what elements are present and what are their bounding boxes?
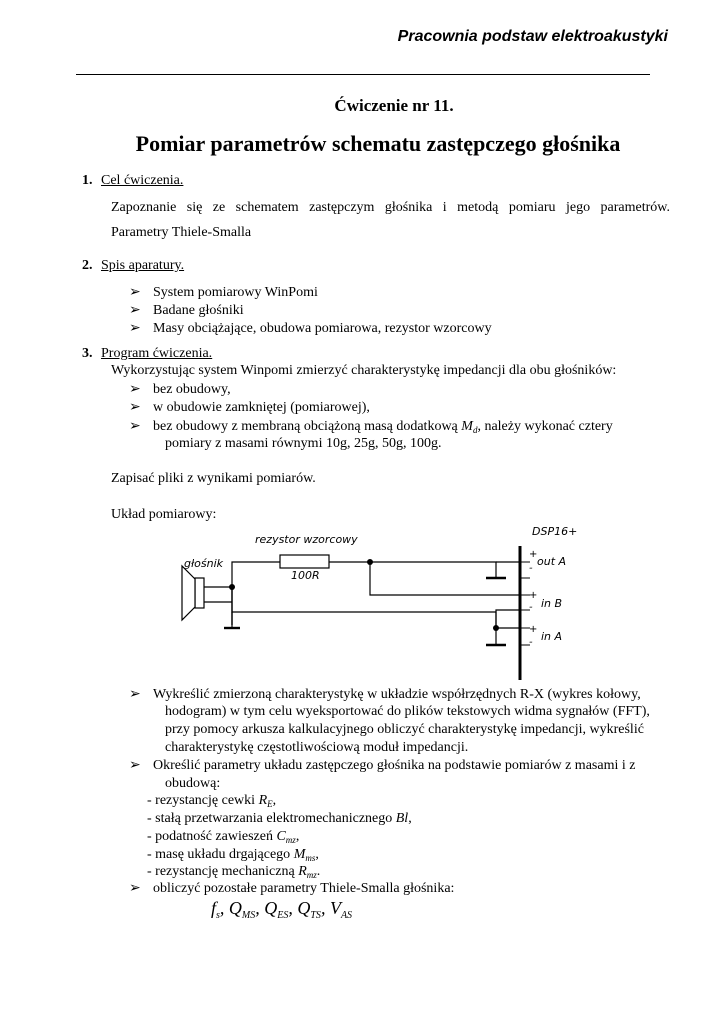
param-item [147, 793, 276, 809]
task-text: Wykreślić zmierzoną charakterystykę w układzie współrzędnych R-X (wykres kołowy, [153, 687, 641, 702]
param-symbol: R [258, 793, 268, 808]
task-text: przy pomocy arkusza kalkulacyjnego obliczyć charakterystykę impedancji, wykreślić [165, 722, 644, 737]
formula-separator: , [288, 898, 298, 918]
junction-dot [493, 625, 499, 631]
param-subscript: mz [285, 835, 296, 845]
task-item [129, 880, 454, 897]
list-item-text: bez obudowy, [153, 382, 231, 397]
param-subscript: E [267, 799, 273, 809]
param-item [147, 864, 320, 880]
resistor-label: rezystor wzorcowy [255, 533, 358, 546]
section1-title: Cel ćwiczenia. [101, 173, 184, 188]
param-end: , [315, 847, 319, 862]
out-a-label: out A [537, 555, 567, 568]
param-end: . [316, 864, 321, 879]
list-item-text: System pomiarowy WinPomi [153, 285, 318, 300]
minus-sign: - [529, 602, 533, 613]
param-text: - rezystancję mechaniczną [147, 864, 299, 879]
arrow-bullet-icon: ➢ [129, 303, 141, 318]
section1-number: 1. [82, 173, 93, 188]
param-item [147, 847, 319, 863]
section3-title: Program ćwiczenia. [101, 346, 213, 361]
arrow-bullet-icon: ➢ [129, 400, 141, 415]
formula-subscript: s [216, 910, 220, 921]
formula-symbol: Q [297, 898, 311, 918]
plus-sign: + [529, 549, 538, 560]
formula-separator: , [219, 898, 229, 918]
task-item [129, 757, 635, 774]
in-a-label: in A [541, 630, 563, 643]
param-item [147, 829, 299, 845]
list-item-text: w obudowie zamkniętej (pomiarowej), [153, 400, 370, 415]
plus-sign: + [529, 590, 538, 601]
header-lab-name: Pracownia podstaw elektroakustyki [397, 28, 668, 45]
param-symbol: R [298, 864, 307, 879]
formula-subscript: MS [241, 910, 256, 921]
plus-sign: + [529, 624, 538, 635]
in-b-label: in B [541, 597, 563, 610]
param-end: , [295, 829, 300, 844]
setup-label: Układ pomiarowy: [111, 507, 217, 522]
list-item-text: , należy wykonać cztery [477, 419, 613, 434]
formula-symbol: f [211, 898, 217, 918]
formula-separator: , [320, 898, 330, 918]
arrow-bullet-icon: ➢ [129, 758, 141, 773]
list-item-continuation: pomiary z masami równymi 10g, 25g, 50g, 100g. [165, 436, 442, 451]
exercise-number: Ćwiczenie nr 11. [334, 96, 454, 115]
formula-symbol: Q [228, 898, 242, 918]
formula-separator: , [255, 898, 265, 918]
speaker-magnet-icon [195, 578, 204, 608]
arrow-bullet-icon: ➢ [129, 881, 141, 896]
section3-intro: Wykorzystując system Winpomi zmierzyć charakterystykę impedancji dla obu głośników: [111, 363, 617, 378]
resistor-value: 100R [291, 569, 320, 582]
save-note: Zapisać pliki z wynikami pomiarów. [111, 471, 316, 486]
junction-dot [229, 584, 235, 590]
task-text: obliczyć pozostałe parametry Thiele-Smalla głośnika: [153, 881, 455, 896]
task-text: charakterystykę częstotliwościową moduł impedancji. [165, 740, 469, 755]
section2-title: Spis aparatury. [101, 258, 185, 273]
formula-symbol: Q [264, 898, 278, 918]
list-item-text: Masy obciążające, obudowa pomiarowa, rezystor wzorcowy [153, 321, 492, 336]
resistor-icon [280, 555, 329, 568]
minus-sign: - [529, 563, 533, 574]
param-symbol: C [276, 829, 286, 844]
param-subscript: mz [306, 870, 317, 880]
param-text: - rezystancję cewki [147, 793, 259, 808]
param-end: , [272, 793, 277, 808]
speaker-cone-icon [182, 566, 195, 620]
device-label: DSP16+ [532, 525, 578, 538]
param-text: - stałą przetwarzania elektromechanicznego [147, 811, 396, 826]
section3-number: 3. [82, 346, 93, 361]
arrow-bullet-icon: ➢ [129, 419, 141, 434]
section1-line2: Parametry Thiele-Smalla [111, 225, 252, 240]
formula-symbol: V [329, 898, 341, 918]
arrow-bullet-icon: ➢ [129, 285, 141, 300]
param-symbol: M [293, 847, 306, 862]
junction-dot [367, 559, 373, 565]
formula-subscript: ES [277, 910, 289, 921]
task-text: hodogram) w tym celu wyeksportować do plików tekstowych widma sygnałów (FFT), [165, 704, 650, 719]
section1-line1: Zapoznanie się ze schematem zastępczym głośnika i metodą pomiaru jego parametrów. [111, 200, 670, 215]
speaker-label: głośnik [184, 557, 223, 570]
task-item [129, 686, 641, 703]
param-item [147, 811, 412, 827]
mass-subscript: d [472, 425, 478, 435]
thiele-small-formula [211, 898, 352, 921]
minus-sign: - [529, 637, 533, 648]
formula-subscript: AS [340, 910, 353, 921]
list-item-text: Badane głośniki [153, 303, 244, 318]
arrow-bullet-icon: ➢ [129, 382, 141, 397]
task-text: Określić parametry układu zastępczego głośnika na podstawie pomiarów z masami i z [153, 758, 636, 773]
formula-subscript: TS [310, 910, 321, 921]
arrow-bullet-icon: ➢ [129, 321, 141, 336]
section2-number: 2. [82, 258, 93, 273]
arrow-bullet-icon: ➢ [129, 687, 141, 702]
param-text: - podatność zawieszeń [147, 829, 277, 844]
task-text: obudową: [165, 776, 221, 791]
exercise-title: Pomiar parametrów schematu zastępczego głośnika [135, 131, 621, 156]
param-end: , [408, 811, 412, 826]
param-subscript: ms [305, 853, 316, 863]
mass-symbol: M [461, 419, 473, 434]
list-item-text: bez obudowy z membraną obciążoną masą dodatkową [153, 419, 462, 434]
param-text: - masę układu drgającego [147, 847, 294, 862]
param-symbol: Bl [395, 811, 409, 826]
